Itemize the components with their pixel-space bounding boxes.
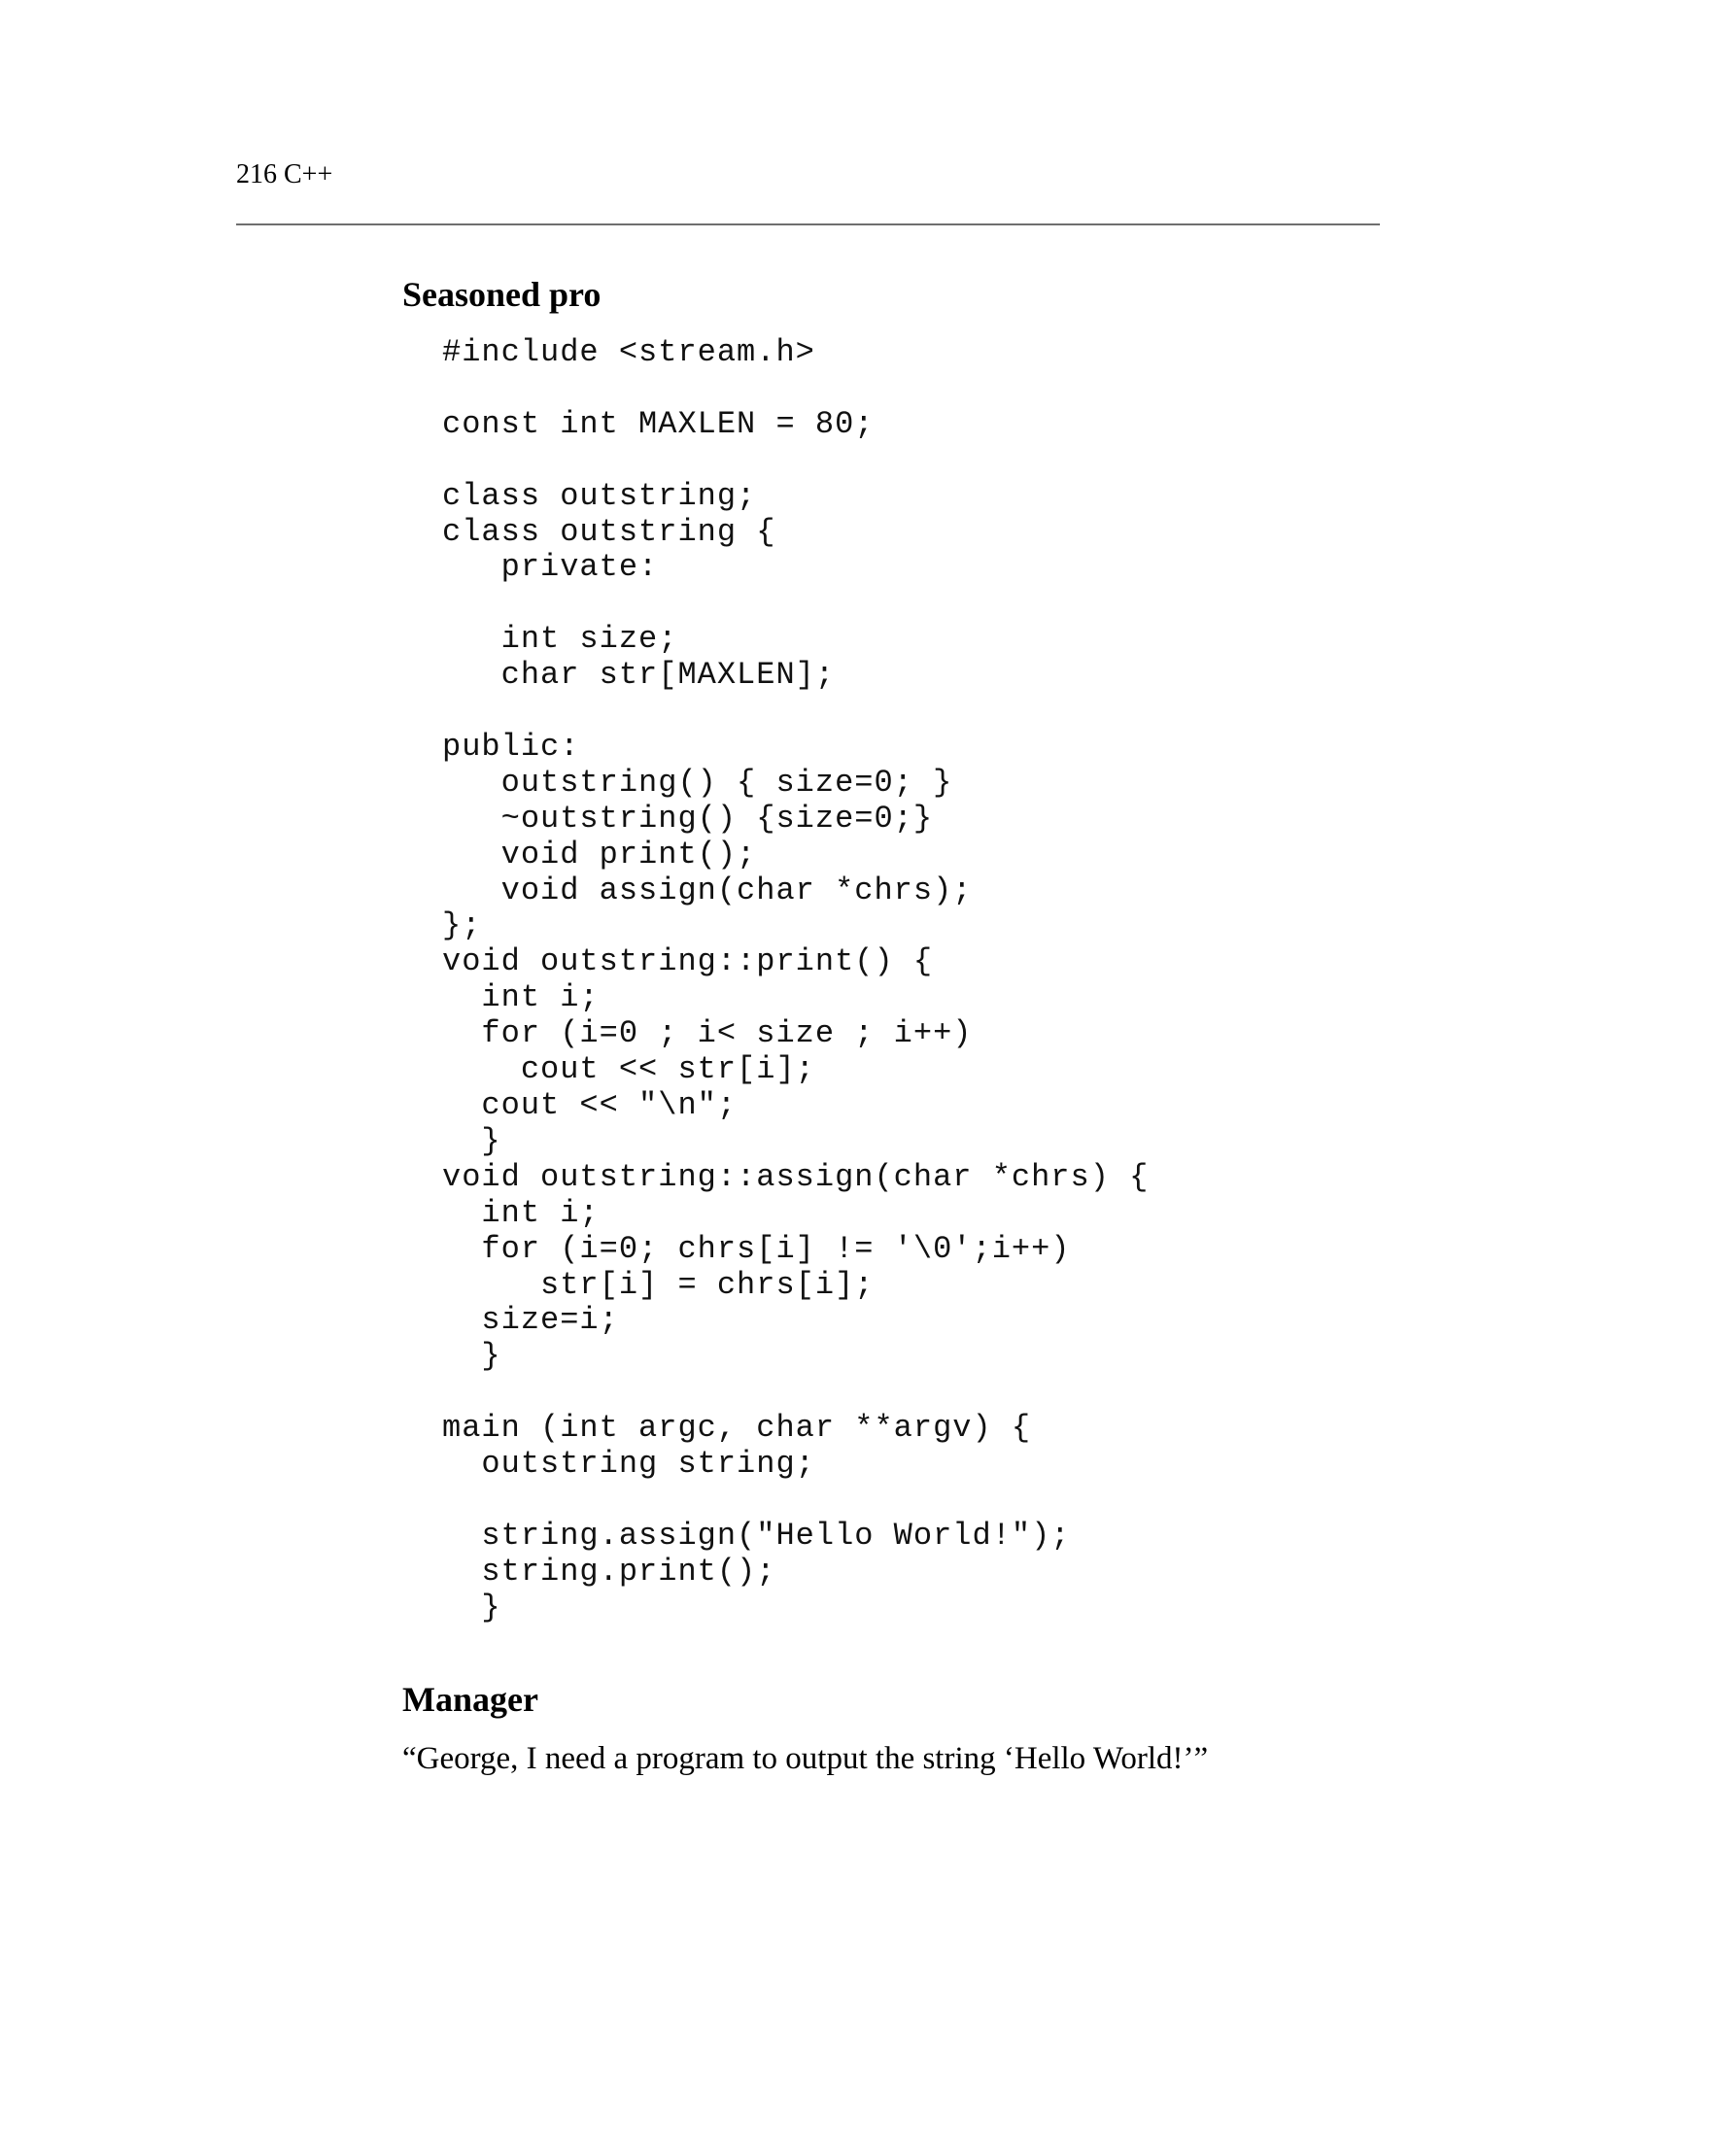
code-line: cout << str[i]; — [442, 1051, 815, 1088]
code-line: main (int argc, char **argv) { — [442, 1410, 1032, 1447]
code-line: }; — [442, 907, 482, 944]
code-line: str[i] = chrs[i]; — [442, 1266, 875, 1303]
code-line — [442, 1375, 1149, 1411]
header-rule — [236, 223, 1380, 225]
code-line: class outstring; — [442, 477, 757, 514]
code-line: size=i; — [442, 1302, 619, 1339]
code-line: } — [442, 1338, 501, 1375]
code-line: for (i=0; chrs[i] != '\0';i++) — [442, 1230, 1071, 1267]
code-line: } — [442, 1589, 501, 1626]
code-line: class outstring { — [442, 513, 776, 550]
code-line: void assign(char *chrs); — [442, 872, 973, 908]
code-line: outstring() { size=0; } — [442, 764, 953, 801]
code-line: cout << "\n"; — [442, 1086, 738, 1123]
code-line: void outstring::assign(char *chrs) { — [442, 1158, 1150, 1195]
code-line: ~outstring() {size=0;} — [442, 800, 934, 837]
running-head: 216 C++ — [236, 159, 333, 189]
code-line: } — [442, 1122, 501, 1159]
code-line: string.assign("Hello World!"); — [442, 1517, 1071, 1554]
code-line: const int MAXLEN = 80; — [442, 405, 875, 442]
code-line: int size; — [442, 621, 678, 658]
code-line — [442, 443, 1149, 479]
code-line — [442, 586, 1149, 622]
code-line: public: — [442, 728, 580, 765]
code-line — [442, 371, 1149, 407]
code-listing — [442, 335, 1149, 1626]
code-line: char str[MAXLEN]; — [442, 657, 836, 694]
code-line: string.print(); — [442, 1553, 776, 1590]
code-line: outstring string; — [442, 1446, 815, 1483]
section-heading-seasoned-pro: Seasoned pro — [402, 275, 602, 314]
section-heading-manager: Manager — [402, 1680, 538, 1719]
code-line: #include <stream.h> — [442, 334, 815, 370]
code-line — [442, 1483, 1149, 1519]
code-line: int i; — [442, 979, 600, 1016]
code-line: void print(); — [442, 836, 757, 873]
code-line: int i; — [442, 1194, 600, 1231]
code-line — [442, 694, 1149, 730]
code-line: void outstring::print() { — [442, 943, 934, 980]
code-line: for (i=0 ; i< size ; i++) — [442, 1015, 973, 1052]
manager-quote: “George, I need a program to output the string ‘Hello World!’” — [402, 1741, 1209, 1776]
code-line: private: — [442, 549, 659, 586]
